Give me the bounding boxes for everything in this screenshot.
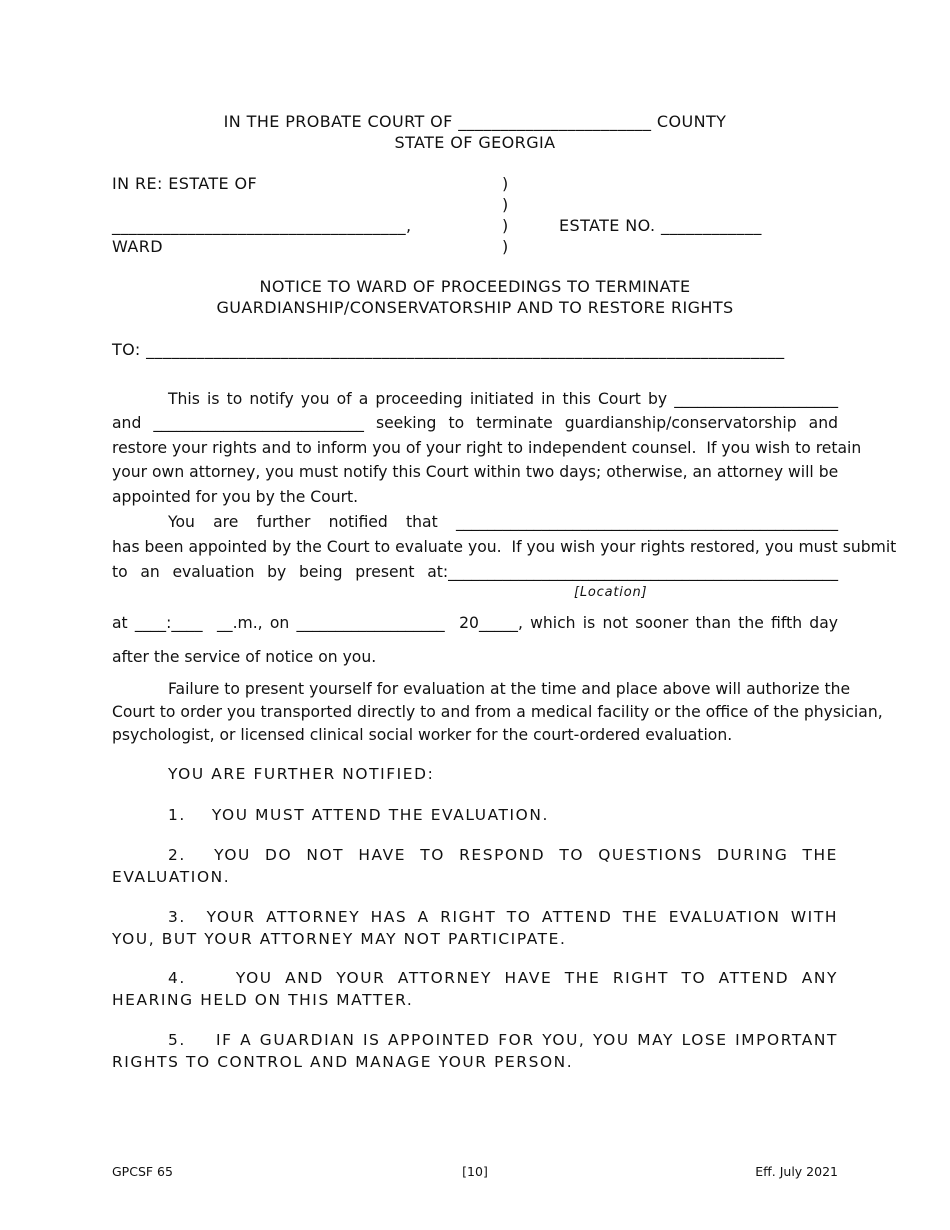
para3-line: Failure to present yourself for evaluation at the time and place above will authorize the: [168, 680, 851, 698]
para1-line: This is to notify you of a proceeding initiated in this Court by _____________________: [168, 390, 838, 408]
to-line: TO: ____________________________________________________________________________: [112, 340, 785, 359]
notice-item-5: 5. IF A GUARDIAN IS APPOINTED FOR YOU, YOU MAY LOSE IMPORTANT: [168, 1031, 838, 1049]
para1-line: restore your rights and to inform you of your right to independent counsel. If you wish to retain: [112, 439, 862, 457]
notice-item-2-cont: EVALUATION.: [112, 868, 231, 886]
ward-label: WARD: [112, 237, 163, 256]
ward-name-blank: ___________________________________,: [112, 216, 412, 235]
caption-paren: ): [502, 195, 509, 214]
notice-title-line2: GUARDIANSHIP/CONSERVATORSHIP AND TO RESTORE RIGHTS: [216, 298, 734, 317]
para2-line: after the service of notice on you.: [112, 648, 377, 666]
notice-title-line1: NOTICE TO WARD OF PROCEEDINGS TO TERMINATE: [259, 277, 691, 296]
notified-heading: YOU ARE FURTHER NOTIFIED:: [168, 765, 435, 783]
notice-item-2: 2. YOU DO NOT HAVE TO RESPOND TO QUESTIONS DURING THE: [168, 846, 838, 864]
notice-item-5-cont: RIGHTS TO CONTROL AND MANAGE YOUR PERSON.: [112, 1053, 574, 1071]
form-id: GPCSF 65: [112, 1164, 173, 1179]
in-re-label: IN RE: ESTATE OF: [112, 174, 258, 193]
para3-line: psychologist, or licensed clinical social worker for the court-ordered evaluation.: [112, 726, 733, 744]
caption-paren: ): [502, 216, 509, 235]
state-line: STATE OF GEORGIA: [394, 133, 556, 152]
location-label: [Location]: [574, 585, 648, 600]
notice-item-3-cont: YOU, BUT YOUR ATTORNEY MAY NOT PARTICIPATE.: [112, 930, 567, 948]
effective-date: Eff. July 2021: [755, 1164, 838, 1179]
page-number: [10]: [462, 1164, 488, 1179]
para2-line: You are further notified that _________________________________________________: [168, 513, 838, 531]
notice-item-4: 4. YOU AND YOUR ATTORNEY HAVE THE RIGHT TO ATTEND ANY: [168, 969, 838, 987]
estate-number: ESTATE NO. ____________: [559, 216, 762, 235]
notice-item-3: 3. YOUR ATTORNEY HAS A RIGHT TO ATTEND THE EVALUATION WITH: [168, 908, 838, 926]
para2-line: to an evaluation by being present at:__________________________________________________: [112, 563, 838, 581]
para1-line: and ___________________________ seeking to terminate guardianship/conservatorship and: [112, 414, 838, 432]
court-header-line: IN THE PROBATE COURT OF _______________________ COUNTY: [223, 112, 727, 131]
notice-item-4-cont: HEARING HELD ON THIS MATTER.: [112, 991, 414, 1009]
para1-line: your own attorney, you must notify this Court within two days; otherwise, an attorney will be: [112, 463, 839, 481]
notice-item-1: 1. YOU MUST ATTEND THE EVALUATION.: [168, 806, 549, 824]
para2-line: at ____:____ __.m., on ___________________ 20_____, which is not sooner than the fifth day: [112, 614, 838, 632]
caption-paren: ): [502, 174, 509, 193]
para1-line: appointed for you by the Court.: [112, 488, 359, 506]
para3-line: Court to order you transported directly to and from a medical facility or the office of the physician,: [112, 703, 883, 721]
caption-paren: ): [502, 237, 509, 256]
para2-line: has been appointed by the Court to evaluate you. If you wish your rights restored, you must submit: [112, 538, 897, 556]
